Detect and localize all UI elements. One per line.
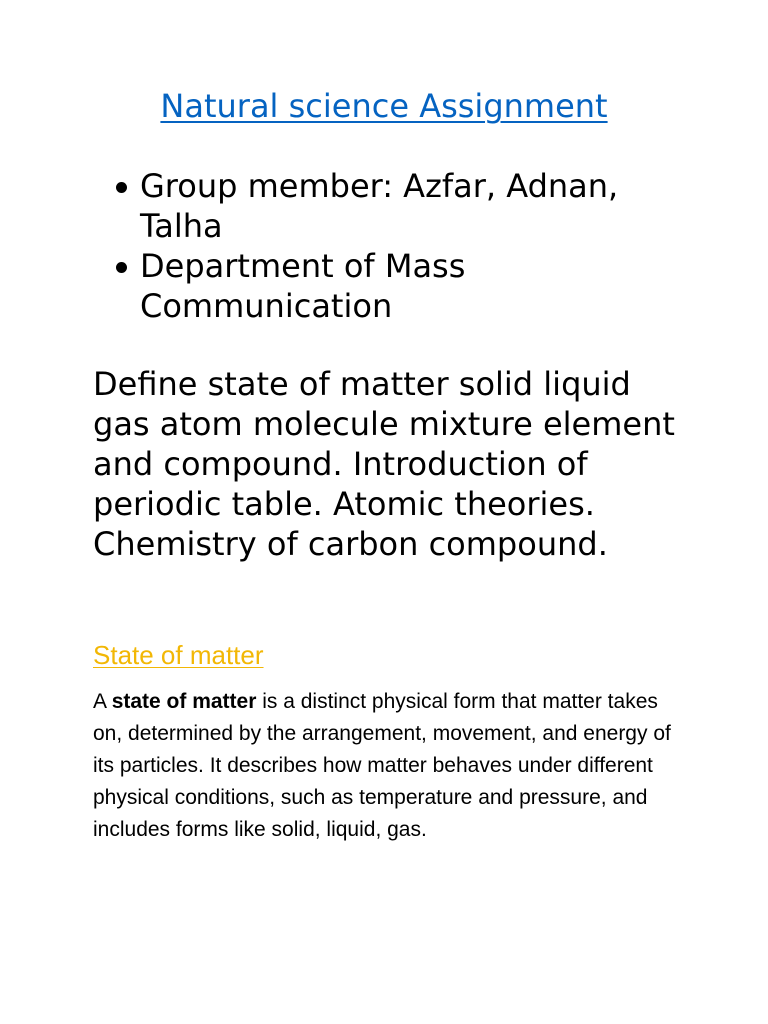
group-members-text: Group member: Azfar, Adnan, Talha bbox=[140, 167, 619, 245]
list-item bbox=[112, 246, 692, 326]
bullet-icon bbox=[116, 182, 127, 193]
department-text: Department of Mass Communication bbox=[140, 247, 466, 325]
para-bold-term: state of matter bbox=[111, 690, 257, 713]
section-paragraph bbox=[93, 686, 673, 846]
assignment-topics: Define state of matter solid liquid gas atom molecule mixture element and compound. Introduction of periodic table. Atomic theories. Chemistry of carbon compound. bbox=[93, 365, 675, 563]
section-heading: State of matter bbox=[93, 640, 264, 670]
para-prefix: A bbox=[93, 690, 112, 713]
bullet-icon bbox=[116, 262, 127, 273]
para-rest: is a distinct physical form that matter takes on, determined by the arrangement, movement, and energy of its particles. It describes how matter behaves under different physical conditions, such as temperature and pressure, and includes forms like solid, liquid, gas. bbox=[93, 690, 671, 841]
document-title: Natural science Assignment bbox=[160, 87, 608, 125]
bullet-list bbox=[112, 166, 692, 326]
list-item bbox=[112, 166, 692, 246]
